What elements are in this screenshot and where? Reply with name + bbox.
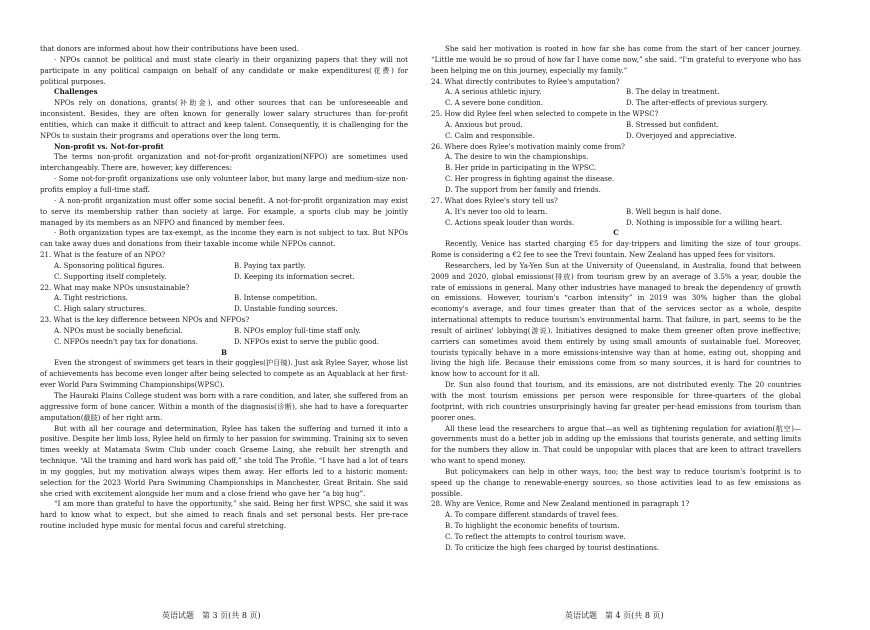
answer-option: D. Keeping its information secret.	[234, 271, 355, 281]
paragraph: The Hauraki Plains College student was born with a rare condition, and later, she suffered from an aggressive form of bone cancer. Within a month of the diagnosis(诊断), she had to have a forequarter amputation(截肢) of her right arm.	[40, 391, 408, 422]
answer-options	[431, 120, 801, 142]
paragraph: Recently, Venice has started charging €5 for day-trippers and limiting the size of tour groups. Rome is considering a €2 fee to see the Trevi fountain. New Zealand has upped fees for visitors.	[431, 239, 801, 260]
question: 26. Where does Rylee's motivation mainly come from?	[431, 141, 625, 151]
answer-option: D. Nothing is impossible for a willing heart.	[626, 217, 783, 227]
question: 22. What may make NPOs unsustainable?	[40, 282, 190, 292]
answer-option: A. It's never too old to learn.	[445, 206, 548, 216]
answer-option: C. Calm and responsible.	[445, 130, 535, 140]
answer-option: B. Stressed but confident.	[626, 119, 719, 129]
paragraph: “I am more than grateful to have the opportunity,” she said. Being her first WPSC, she said it was hard to know what to expect, but she aimed to reach finals and set personal bests. Her pre-race routine included hype music for mental focus and careful stretching.	[40, 499, 408, 531]
answer-option: A. The desire to win the championships.	[445, 152, 589, 162]
question: 23. What is the key difference between NPOs and NFPOs?	[40, 315, 250, 325]
paragraph: NPOs rely on donations, grants(补助金), and other sources that can be unforeseeable and inconsistent. Besides, they are often known for generally lower salary structures than for-profit entities, which can make it difficult to attract and keep talent. Consequently, it is challenging for the NPOs to sustain their programs and operations over the long term.	[40, 98, 408, 140]
answer-options	[431, 510, 801, 553]
paragraph: · Some not-for-profit organizations use only volunteer labor, but many large and medium-size non-profits employ a full-time staff.	[40, 174, 408, 194]
answer-option: C. Her progress in fighting against the disease.	[445, 174, 615, 184]
answer-option: B. Intense competition.	[234, 293, 318, 303]
answer-option: D. The after-effects of previous surgery.	[626, 98, 768, 108]
section-heading: Non-profit vs. Not-for-profit	[54, 141, 164, 151]
right-page-footer: 英语试题 第 4 页(共 8 页)	[565, 611, 664, 620]
section-heading: Challenges	[54, 87, 98, 97]
passage-label: C	[613, 228, 619, 238]
answer-options	[431, 152, 801, 195]
answer-options	[431, 207, 801, 229]
answer-option: A. Sponsoring political figures.	[54, 260, 165, 270]
answer-options	[40, 326, 408, 348]
question: 25. How did Rylee feel when selected to compete in the WPSC?	[431, 109, 659, 119]
answer-option: C. Supporting itself completely.	[54, 271, 167, 281]
passage-label: B	[221, 347, 227, 357]
answer-option: D. To criticize the high fees charged by tourist destinations.	[445, 542, 660, 552]
paragraph: The terms non-profit organization and not-for-profit organization(NFPO) are sometimes used interchangeably. There are, however, key differences:	[40, 152, 408, 173]
answer-option: D. The support from her family and friends.	[445, 184, 601, 194]
paragraph: · A non-profit organization must offer some social benefit. A not-for-profit organization may exist to serve its membership rather than society at large. For example, a sports club may be jointly managed by its members as an NFPO and financed by member fees.	[40, 195, 408, 227]
answer-option: B. NPOs employ full-time staff only.	[234, 325, 361, 335]
answer-option: B. Paying tax partly.	[234, 260, 306, 270]
answer-option: C. NFPOs needn't pay tax for donations.	[54, 336, 198, 346]
paragraph: But with all her courage and determination, Rylee has taken the suffering and turned it into a positive. Despite her limb loss, Rylee held on firmly to her passion for swimming. Training six to seven times weekly at Matamata Swim Club under coach Graeme Laing, she rebuilt her strength and technique. “All the training and hard work has paid off,” she told The Profile. “I have had a lot of tears in my goggles, but my motivation always wipes them away. Her efforts led to a historic moment: selection for the 2023 World Para Swimming Championships in Manchester, Great Britain. She said she cried with excitement alongside her mum and a close friend who gave her “a big hug”.	[40, 423, 408, 498]
left-page-footer: 英语试题 第 3 页(共 8 页)	[162, 611, 261, 620]
answer-option: D. Unstable funding sources.	[234, 304, 338, 314]
answer-option: B. The delay in treatment.	[626, 87, 720, 97]
paragraph: · Both organization types are tax-exempt, as the income they earn is not subject to tax. But NPOs can take away dues and donations from their taxable income while NFPOs cannot.	[40, 228, 408, 249]
paragraph: All these lead the researchers to argue that—as well as tightening regulation for aviation(航空)—governments must do a better job in adding up the emissions that tourists generate, and setting limits for the numbers they allow in. That could be unpopular with places that are keen to attract travellers who want to spend money.	[431, 423, 801, 466]
answer-option: C. High salary structures.	[54, 304, 147, 314]
paragraph: But policymakers can help in other ways, too; the best way to reduce tourism's footprint is to speed up the change to renewable-energy sources, so those activities lead to as few emissions as possible.	[431, 466, 801, 498]
answer-options	[40, 261, 408, 283]
question: 28. Why are Venice, Rome and New Zealand mentioned in paragraph 1?	[431, 499, 690, 509]
answer-option: A. To compare different standards of travel fees.	[445, 510, 619, 520]
answer-option: C. Actions speak louder than words.	[445, 217, 575, 227]
paragraph: She said her motivation is rooted in how far she has come from the start of her cancer journey. “Little me would be so proud of how far I have come now,” she said. “I'm grateful to everyone who has been helping me on this journey, especially my family.”	[431, 44, 801, 75]
answer-option: B. Her pride in participating in the WPSC.	[445, 163, 597, 173]
answer-option: A. A serious athletic injury.	[445, 87, 542, 97]
paragraph: Dr. Sun also found that tourism, and its emissions, are not distributed evenly. The 20 countries with the most tourism emissions per person were responsible for three-quarters of the global footprint, with rich countries unsurprisingly having far greater per-head emissions from tourism than poorer ones.	[431, 380, 801, 422]
answer-option: A. Anxious but proud.	[445, 119, 523, 129]
answer-options	[431, 87, 801, 109]
answer-option: A. Tight restrictions.	[54, 293, 128, 303]
left-page-column	[40, 44, 408, 532]
answer-options	[40, 293, 408, 315]
answer-option: D. Overjoyed and appreciative.	[626, 130, 737, 140]
paragraph: Even the strongest of swimmers get tears in their goggles(护目镜). Just ask Rylee Sayer, whose list of achievements has become even longer after being selected to compete as an Aquablack at her first-ever World Para Swimming Championships(WPSC).	[40, 358, 408, 390]
paragraph: · NPOs cannot be political and must state clearly in their organizing papers that they will not participate in any political campaign on behalf of any candidate or make expenditures(花费) for political purposes.	[40, 54, 408, 86]
answer-option: B. To highlight the economic benefits of tourism.	[445, 521, 620, 531]
answer-option: D. NFPOs exist to serve the public good.	[234, 336, 380, 346]
paragraph: that donors are informed about how their contributions have been used.	[40, 44, 299, 53]
answer-option: A. NPOs must be socially beneficial.	[54, 325, 183, 335]
answer-option: C. To reflect the attempts to control tourism wave.	[445, 531, 626, 541]
question: 24. What directly contributes to Rylee's amputation?	[431, 76, 620, 86]
paragraph: Researchers, led by Ya-Yen Sun at the University of Queensland, in Australia, found that between 2009 and 2020, global emissions(排放) from tourism grew by an average of 3.5% a year, double the rate of emissions in general. Many other industries have managed to break the dependency of growth on emissions. However, tourism's “carbon intensity” in 2019 was 30% higher than the global economy's average, and four times greater than that of the services sector as a whole, despite international attempts to reduce tourism's environmental harm. That failure, in part, seems to be the result of airlines' lobbying(游说). Initiatives designed to make them greener often prove ineffective; carriers can sometimes avoid them entirely by using small amounts of sustainable fuel. Moreover, tourists typically behave in a more emissions-intensive way than at home, eating out, shopping and living the high life. Because their emissions come from so many sources, it is hard for countries to know how to account for it all.	[431, 260, 801, 379]
answer-option: B. Well begun is half done.	[626, 206, 722, 216]
question: 21. What is the feature of an NPO?	[40, 250, 166, 260]
right-page-column	[431, 44, 801, 554]
question: 27. What does Rylee's story tell us?	[431, 195, 558, 205]
answer-option: C. A severe bone condition.	[445, 98, 543, 108]
